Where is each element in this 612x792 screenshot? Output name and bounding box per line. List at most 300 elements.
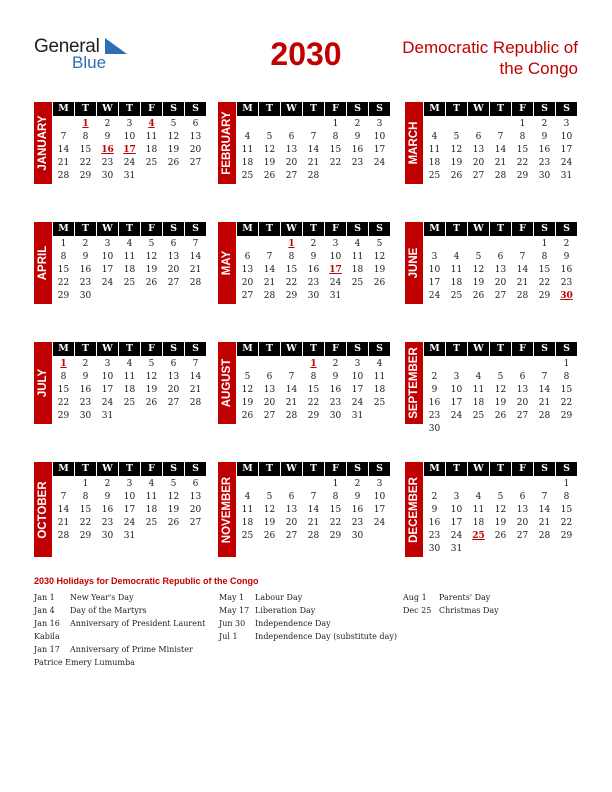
day-cell: 17 [123,505,136,515]
day-cell: 2 [354,479,361,489]
day-cell: 31 [560,171,573,181]
day-cell: 10 [329,252,342,262]
day-cell: 25 [123,278,136,288]
day-cell: 27 [167,398,180,408]
holiday-name: Parents' Day [439,593,491,602]
day-cell: 13 [167,372,180,382]
holiday-name: Labour Day [255,593,303,602]
weekday-header-row [237,222,390,236]
weekday-header: S [369,342,390,356]
day-cell: 27 [516,411,529,421]
weekday-header: T [490,462,511,476]
day-cell: 23 [428,411,441,421]
day-cell: 26 [373,278,386,288]
day-cell: 28 [307,531,320,541]
day-cell: 29 [57,411,70,421]
day-cell: 27 [189,158,202,168]
day-cell: 7 [60,492,67,502]
day-cell: 2 [310,239,317,249]
holiday-column-3 [403,591,583,617]
day-cell: 22 [57,398,70,408]
weekday-header: S [347,102,368,116]
day-cell: 9 [82,252,89,262]
day-cell: 31 [450,544,463,554]
day-cell: 16 [307,265,320,275]
weekday-header: M [424,462,445,476]
day-cell: 8 [82,132,89,142]
weekday-header: T [119,102,140,116]
weekday-header: M [53,102,74,116]
day-cell: 12 [145,252,158,262]
month-september [405,342,577,434]
weekday-header: T [259,342,280,356]
day-cell: 5 [148,239,155,249]
day-cell: 31 [101,411,114,421]
day-cell: 9 [104,132,111,142]
day-cell: 11 [351,252,364,262]
day-cell: 27 [494,291,507,301]
month-name: FEBRUARY [221,111,233,175]
day-cell: 20 [516,398,529,408]
day-cell: 24 [373,518,386,528]
day-cell: 30 [538,171,551,181]
day-cell: 22 [79,158,92,168]
day-cell: 20 [167,385,180,395]
day-cell: 4 [354,239,361,249]
day-cell: 25 [145,518,158,528]
holiday-day-cell: 16 [101,145,114,155]
day-cell: 6 [192,479,199,489]
weekday-header: W [468,342,489,356]
holiday-date: Jan 4 [34,606,55,615]
day-cell: 18 [123,265,136,275]
day-cell: 22 [560,518,573,528]
day-cell: 2 [104,119,111,129]
day-cell: 26 [241,411,254,421]
day-cell: 3 [126,119,133,129]
day-cell: 12 [263,505,276,515]
day-cell: 4 [475,372,482,382]
day-cell: 6 [170,239,177,249]
day-cell: 14 [516,265,529,275]
day-cell: 18 [241,158,254,168]
month-name: MAY [221,250,233,276]
day-cell: 24 [329,278,342,288]
day-cell: 28 [285,411,298,421]
day-cell: 10 [351,372,364,382]
weekday-header: T [446,462,467,476]
day-cell: 1 [563,479,570,489]
day-cell: 14 [57,505,70,515]
day-cell: 19 [450,158,463,168]
day-cell: 7 [192,359,199,369]
day-cell: 19 [494,398,507,408]
weekday-header: T [75,222,96,236]
month-name: JANUARY [37,115,49,171]
day-cell: 10 [123,132,136,142]
day-cell: 20 [189,145,202,155]
day-cell: 10 [101,372,114,382]
day-cell: 14 [307,505,320,515]
day-cell: 23 [351,518,364,528]
day-cell: 20 [285,158,298,168]
day-cell: 17 [101,385,114,395]
month-name-band [34,102,52,184]
day-cell: 23 [351,158,364,168]
day-cell: 21 [57,518,70,528]
weekday-header: S [185,222,206,236]
holiday-day-cell: 25 [472,531,485,541]
day-cell: 10 [373,492,386,502]
holiday-entry [219,617,401,630]
day-cell: 16 [351,505,364,515]
calendar-year: 2030 [270,36,342,72]
day-cell: 5 [266,132,273,142]
day-cell: 11 [472,385,485,395]
day-cell: 28 [494,171,507,181]
day-cell: 27 [263,411,276,421]
day-cell: 7 [60,132,67,142]
weekday-header: W [281,102,302,116]
brand-logo [34,36,134,72]
day-cell: 24 [373,158,386,168]
day-cell: 28 [57,171,70,181]
day-cell: 25 [472,411,485,421]
day-cell: 23 [428,531,441,541]
day-cell: 13 [285,505,298,515]
day-cell: 19 [373,265,386,275]
day-cell: 29 [307,411,320,421]
day-cell: 3 [104,359,111,369]
day-cell: 27 [285,171,298,181]
day-cell: 3 [563,119,570,129]
day-cell: 12 [373,252,386,262]
holiday-name: Christmas Day [439,606,499,615]
day-cell: 29 [79,531,92,541]
day-cell: 26 [167,158,180,168]
day-cell: 6 [475,132,482,142]
day-cell: 27 [516,531,529,541]
day-cell: 23 [79,278,92,288]
day-cell: 5 [170,479,177,489]
month-name-band [405,222,423,304]
weekday-header: F [512,102,533,116]
weekday-header: F [512,222,533,236]
day-cell: 27 [241,291,254,301]
day-cell: 2 [354,119,361,129]
holiday-date: Jan 16 [34,619,60,628]
weekday-header-row [53,102,206,116]
weekday-header: W [97,222,118,236]
weekday-header: T [259,222,280,236]
holiday-list-title: 2030 Holidays for Democratic Republic of the Congo [34,576,259,586]
day-cell: 29 [538,291,551,301]
day-cell: 30 [351,531,364,541]
day-cell: 26 [145,278,158,288]
day-cell: 3 [126,479,133,489]
weekday-header-row [237,102,390,116]
month-july [34,342,206,424]
weekday-header: T [446,222,467,236]
country-name: Democratic Republic of the Congo [402,38,578,78]
day-cell: 25 [241,171,254,181]
holiday-date: May 1 [219,593,245,602]
day-cell: 12 [263,145,276,155]
holiday-column-2 [219,591,401,643]
day-cell: 1 [563,359,570,369]
day-cell: 14 [263,265,276,275]
brand-blue-text: Blue [72,53,107,72]
day-cell: 31 [123,171,136,181]
day-cell: 25 [123,398,136,408]
holiday-entry [34,643,214,669]
day-cell: 4 [148,479,155,489]
day-cell: 24 [101,278,114,288]
day-cell: 13 [285,145,298,155]
day-cell: 18 [450,278,463,288]
weekday-header: W [281,222,302,236]
day-cell: 17 [560,145,573,155]
day-cell: 11 [123,372,136,382]
day-cell: 2 [82,359,89,369]
day-cell: 21 [307,518,320,528]
day-cell: 3 [376,119,383,129]
day-cell: 1 [332,119,339,129]
weekday-header: W [468,462,489,476]
day-cell: 28 [189,278,202,288]
day-cell: 23 [538,158,551,168]
day-cell: 27 [285,531,298,541]
day-cell: 11 [123,252,136,262]
day-cell: 17 [373,505,386,515]
day-cell: 12 [241,385,254,395]
day-cell: 16 [329,385,342,395]
day-cell: 24 [450,531,463,541]
day-cell: 6 [192,119,199,129]
weekday-header: T [119,462,140,476]
weekday-header: S [163,342,184,356]
day-cell: 11 [241,145,254,155]
day-cell: 26 [450,171,463,181]
day-cell: 22 [560,398,573,408]
day-cell: 16 [79,265,92,275]
day-cell: 28 [516,291,529,301]
holiday-name: Anniversary of President Laurent Kabila [34,619,206,641]
day-cell: 30 [428,544,441,554]
holiday-date: Jan 17 [34,645,60,654]
weekday-header: F [512,342,533,356]
day-cell: 4 [126,359,133,369]
month-october [34,462,206,557]
day-cell: 30 [428,424,441,434]
day-cell: 3 [453,372,460,382]
holiday-list [34,576,594,667]
weekday-header: F [141,102,162,116]
day-cell: 24 [450,411,463,421]
day-cell: 13 [472,145,485,155]
weekday-header: M [53,342,74,356]
day-cell: 5 [497,492,504,502]
day-cell: 5 [266,492,273,502]
day-cell: 13 [263,385,276,395]
day-cell: 15 [57,265,70,275]
weekday-header: S [534,462,555,476]
day-cell: 28 [307,171,320,181]
holiday-day-cell: 30 [560,291,573,301]
day-cell: 11 [145,492,158,502]
day-cell: 16 [538,145,551,155]
day-cell: 9 [354,492,361,502]
day-cell: 8 [541,252,548,262]
day-cell: 5 [497,372,504,382]
weekday-header: S [556,102,577,116]
day-cell: 2 [431,372,438,382]
day-cell: 14 [494,145,507,155]
day-cell: 25 [241,531,254,541]
day-cell: 8 [310,372,317,382]
day-cell: 10 [123,492,136,502]
weekday-header: W [97,462,118,476]
day-cell: 28 [189,398,202,408]
day-cell: 14 [189,372,202,382]
day-cell: 15 [560,505,573,515]
day-cell: 16 [351,145,364,155]
day-cell: 7 [192,239,199,249]
day-cell: 13 [189,492,202,502]
day-cell: 5 [475,252,482,262]
holiday-name: New Year's Day [70,593,134,602]
month-name-band [405,462,423,557]
day-cell: 19 [263,158,276,168]
day-cell: 1 [541,239,548,249]
day-cell: 19 [145,385,158,395]
day-cell: 2 [104,479,111,489]
day-cell: 8 [60,252,67,262]
day-cell: 10 [450,385,463,395]
holiday-entry [219,630,401,643]
month-name-band [34,462,52,557]
day-cell: 26 [472,291,485,301]
weekday-header: T [75,342,96,356]
day-cell: 19 [494,518,507,528]
day-cell: 11 [145,132,158,142]
day-cell: 9 [431,385,438,395]
weekday-header: S [369,462,390,476]
holiday-entry [34,617,214,643]
weekday-header: T [303,222,324,236]
day-cell: 18 [373,385,386,395]
holiday-entry [403,591,583,604]
month-march [405,102,577,184]
day-cell: 3 [376,479,383,489]
day-cell: 10 [373,132,386,142]
day-cell: 21 [494,158,507,168]
day-cell: 12 [167,132,180,142]
day-cell: 7 [310,492,317,502]
day-cell: 4 [126,239,133,249]
day-cell: 20 [241,278,254,288]
day-cell: 6 [519,492,526,502]
day-cell: 10 [101,252,114,262]
weekday-header: S [369,102,390,116]
day-cell: 22 [516,158,529,168]
weekday-header: F [325,102,346,116]
day-cell: 30 [101,531,114,541]
day-cell: 21 [189,265,202,275]
day-cell: 23 [329,398,342,408]
day-cell: 22 [57,278,70,288]
day-cell: 8 [563,372,570,382]
month-august [218,342,390,424]
day-cell: 31 [329,291,342,301]
day-cell: 12 [145,372,158,382]
day-cell: 4 [244,492,251,502]
day-cell: 15 [307,385,320,395]
weekday-header: T [490,342,511,356]
day-cell: 17 [351,385,364,395]
day-cell: 10 [428,265,441,275]
holiday-column-1 [34,591,214,669]
day-cell: 13 [189,132,202,142]
day-cell: 2 [82,239,89,249]
holiday-entry [34,604,214,617]
weekday-header: S [534,102,555,116]
day-cell: 21 [285,398,298,408]
day-cell: 14 [538,385,551,395]
day-cell: 25 [351,278,364,288]
holiday-day-cell: 1 [82,119,89,129]
day-cell: 12 [494,505,507,515]
day-cell: 13 [241,265,254,275]
day-cell: 2 [431,492,438,502]
weekday-header: M [237,102,258,116]
day-cell: 4 [431,132,438,142]
holiday-date: Aug 1 [403,593,427,602]
day-cell: 24 [560,158,573,168]
day-cell: 5 [453,132,460,142]
month-name: JULY [37,368,49,398]
day-cell: 19 [145,265,158,275]
weekday-header: M [237,342,258,356]
day-cell: 27 [189,518,202,528]
day-cell: 9 [563,252,570,262]
day-cell: 31 [123,531,136,541]
holiday-day-cell: 1 [60,359,67,369]
day-cell: 3 [104,239,111,249]
weekday-header: F [141,462,162,476]
day-cell: 4 [376,359,383,369]
day-cell: 20 [494,278,507,288]
day-cell: 22 [329,518,342,528]
day-cell: 29 [560,531,573,541]
day-cell: 18 [145,505,158,515]
weekday-header: T [75,462,96,476]
weekday-header: T [303,462,324,476]
day-cell: 1 [519,119,526,129]
day-cell: 18 [351,265,364,275]
weekday-header: S [556,462,577,476]
weekday-header: W [97,102,118,116]
day-cell: 15 [560,385,573,395]
day-cell: 20 [263,398,276,408]
day-cell: 16 [560,265,573,275]
day-cell: 16 [428,518,441,528]
weekday-header: W [97,342,118,356]
day-cell: 29 [79,171,92,181]
day-cell: 20 [189,505,202,515]
day-cell: 7 [497,132,504,142]
day-cell: 22 [538,278,551,288]
